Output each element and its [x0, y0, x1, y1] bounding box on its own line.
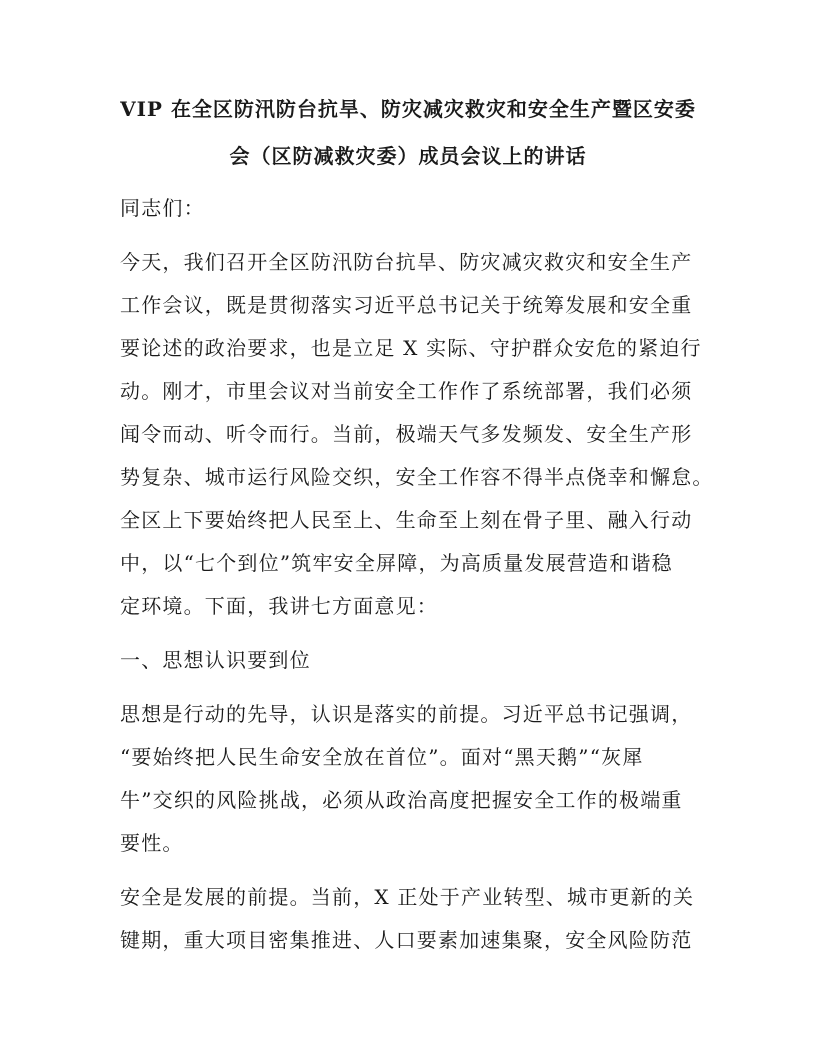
paragraph-line: 要性。: [120, 831, 184, 855]
paragraph-line: 今天，我们召开全区防汛防台抗旱、防灾减灾救灾和安全生产: [120, 250, 693, 274]
salutation: 同志们：: [120, 196, 205, 220]
paragraph-line: 闻令而动、听令而行。当前，极端天气多发频发、安全生产形: [120, 422, 693, 446]
document-title-line-1: VIP 在全区防汛防台抗旱、防灾减灾救灾和安全生产暨区安委: [120, 97, 696, 121]
paragraph-line: 键期，重大项目密集推进、人口要素加速集聚，安全风险防范: [120, 928, 693, 952]
paragraph-line: 中，以“七个到位”筑牢安全屏障，为高质量发展营造和谐稳: [120, 551, 673, 575]
paragraph-line: “要始终把人民生命安全放在首位”。面对“黑天鹅”“灰犀: [120, 745, 644, 769]
paragraph-line: 定环境。下面，我讲七方面意见：: [120, 594, 438, 618]
section-heading: 一、思想认识要到位: [120, 648, 311, 672]
paragraph-line: 要论述的政治要求，也是立足 X 实际、守护群众安危的紧迫行: [120, 336, 702, 360]
paragraph-line: 思想是行动的先导，认识是落实的前提。习近平总书记强调，: [120, 702, 693, 726]
document-title-line-2: 会（区防减救灾委）成员会议上的讲话: [229, 144, 587, 168]
paragraph-line: 工作会议，既是贯彻落实习近平总书记关于统筹发展和安全重: [120, 293, 693, 317]
paragraph-line: 动。刚才，市里会议对当前安全工作作了系统部署，我们必须: [120, 379, 693, 403]
paragraph-line: 牛”交织的风险挑战，必须从政治高度把握安全工作的极端重: [120, 788, 683, 812]
paragraph-line: 势复杂、城市运行风险交织，安全工作容不得半点侥幸和懈怠。: [120, 465, 714, 489]
paragraph-line: 安全是发展的前提。当前，X 正处于产业转型、城市更新的关: [120, 885, 695, 909]
paragraph-line: 全区上下要始终把人民至上、生命至上刻在骨子里、融入行动: [120, 508, 693, 532]
